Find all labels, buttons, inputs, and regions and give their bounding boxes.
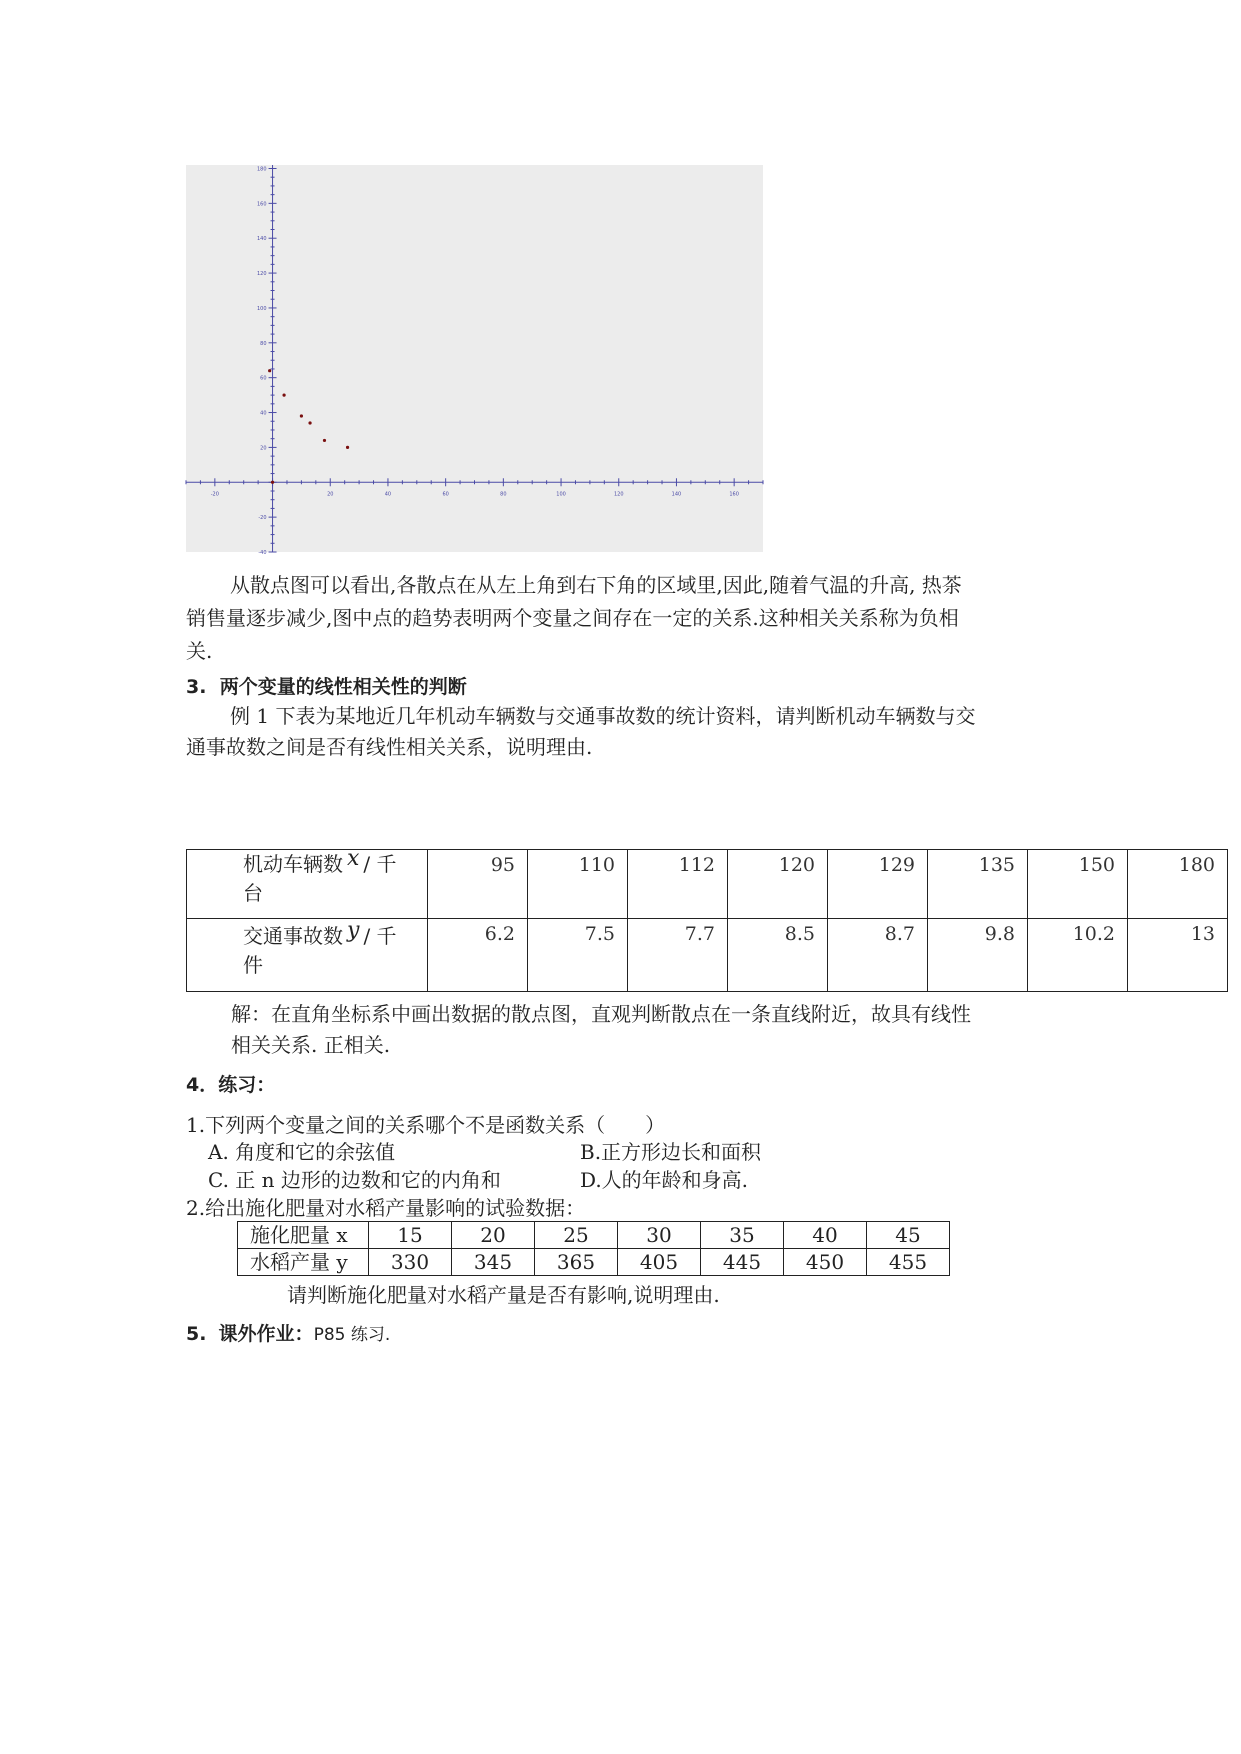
table-cell: 7.7: [628, 919, 728, 992]
table-row: [187, 919, 1228, 992]
option-a: A. 角度和它的余弦值: [208, 1140, 396, 1164]
section-heading: [186, 672, 467, 699]
section-heading: [186, 1319, 390, 1346]
vehicle-accident-table: [186, 846, 1228, 992]
table-cell: 345: [452, 1249, 535, 1276]
question-ask: 请判断施化肥量对水稻产量是否有影响,说明理由.: [287, 1283, 720, 1307]
table-cell: 129: [828, 850, 928, 919]
section-heading: 4．练习：: [186, 1074, 276, 1096]
table-row: [238, 1249, 950, 1276]
table-cell: 35: [701, 1222, 784, 1249]
table-cell: 405: [618, 1249, 701, 1276]
x-tick-label: 60: [442, 491, 449, 498]
table-cell: 450: [784, 1249, 867, 1276]
x-tick-label: 140: [671, 491, 682, 498]
data-point: [282, 394, 285, 397]
data-point: [323, 439, 326, 442]
homework-text: P85 练习.: [313, 1325, 391, 1345]
data-point: [271, 481, 274, 484]
paragraph-line: 从散点图可以看出,各散点在从左上角到右下角的区域里,因此,随着气温的升高, 热茶: [230, 573, 962, 597]
y-tick-label: 60: [260, 375, 267, 382]
table-cell: 180: [1128, 850, 1228, 919]
section-number: 3.: [186, 676, 207, 698]
x-tick-label: 40: [384, 491, 392, 498]
y-tick-label: 120: [257, 271, 267, 278]
solution-line: 解：在直角坐标系中画出数据的散点图，直观判断散点在一条直线附近，故具有线性: [231, 1002, 971, 1026]
y-tick-label: 160: [257, 201, 267, 208]
table-cell: 25: [535, 1222, 618, 1249]
section-title: 两个变量的线性相关性的判断: [219, 676, 467, 698]
y-tick-label: -40: [258, 550, 267, 556]
table-cell: 120: [728, 850, 828, 919]
table-cell: 95: [428, 850, 528, 919]
fertilizer-yield-table: [237, 1221, 950, 1276]
table-cell: 40: [784, 1222, 867, 1249]
x-tick-label: 160: [729, 491, 739, 498]
row-label: 施化肥量 x: [238, 1222, 369, 1249]
table-cell: 330: [369, 1249, 452, 1276]
table-cell: 7.5: [528, 919, 628, 992]
section-title: 课外作业：: [218, 1323, 314, 1345]
paragraph-line: 销售量逐步减少,图中点的趋势表明两个变量之间存在一定的关系.这种相关关系称为负相: [186, 606, 959, 630]
table-cell: 30: [618, 1222, 701, 1249]
x-tick-label: 20: [327, 491, 334, 498]
table-cell: 45: [867, 1222, 950, 1249]
data-point: [346, 446, 349, 449]
option-d: D.人的年龄和身高.: [580, 1168, 749, 1192]
example-line: 通事故数之间是否有线性相关关系，说明理由.: [186, 735, 593, 759]
table-row: [238, 1222, 950, 1249]
table-cell: 10.2: [1028, 919, 1128, 992]
table-cell: 13: [1128, 919, 1228, 992]
table-row: [187, 850, 1228, 919]
y-tick-label: 20: [260, 445, 267, 452]
table-cell: 445: [701, 1249, 784, 1276]
y-tick-label: 80: [260, 340, 267, 347]
row-label: 水稻产量 y: [238, 1249, 369, 1276]
table-cell: 6.2: [428, 919, 528, 992]
table-cell: 135: [928, 850, 1028, 919]
row-label: 交通事故数 y / 千 件: [187, 919, 428, 992]
table-cell: 8.7: [828, 919, 928, 992]
section-number: 5.: [186, 1323, 207, 1345]
question-stem: 2.给出施化肥量对水稻产量影响的试验数据：: [186, 1196, 586, 1220]
table-cell: 9.8: [928, 919, 1028, 992]
paragraph-line: 关.: [186, 639, 213, 663]
table-cell: 150: [1028, 850, 1128, 919]
row-label: 机动车辆数 x / 千 台: [187, 850, 428, 919]
table-cell: 365: [535, 1249, 618, 1276]
y-tick-label: -20: [258, 515, 267, 522]
table-cell: 15: [369, 1222, 452, 1249]
data-point: [268, 369, 271, 372]
table-cell: 455: [867, 1249, 950, 1276]
y-tick-label: 40: [260, 410, 267, 417]
x-tick-label: 100: [556, 491, 566, 498]
table-cell: 110: [528, 850, 628, 919]
example-line: 例 1 下表为某地近几年机动车辆数与交通事故数的统计资料，请判断机动车辆数与交: [230, 704, 976, 728]
table-cell: 8.5: [728, 919, 828, 992]
data-point: [300, 414, 303, 417]
option-b: B.正方形边长和面积: [580, 1140, 762, 1164]
x-tick-label: 80: [500, 491, 507, 498]
question-stem: 1.下列两个变量之间的关系哪个不是函数关系（ ）: [186, 1113, 666, 1137]
scatter-plot: [186, 165, 763, 556]
x-tick-label: -20: [210, 491, 219, 498]
table-cell: 20: [452, 1222, 535, 1249]
y-tick-label: 100: [257, 305, 267, 312]
scatter-chart: [186, 165, 763, 556]
table-cell: 112: [628, 850, 728, 919]
y-tick-label: 140: [257, 236, 267, 243]
data-point: [308, 421, 311, 424]
solution-line: 相关关系. 正相关.: [231, 1033, 391, 1057]
x-tick-label: 120: [613, 491, 624, 498]
option-c: C. 正 n 边形的边数和它的内角和: [208, 1168, 501, 1192]
y-tick-label: 180: [257, 166, 267, 173]
